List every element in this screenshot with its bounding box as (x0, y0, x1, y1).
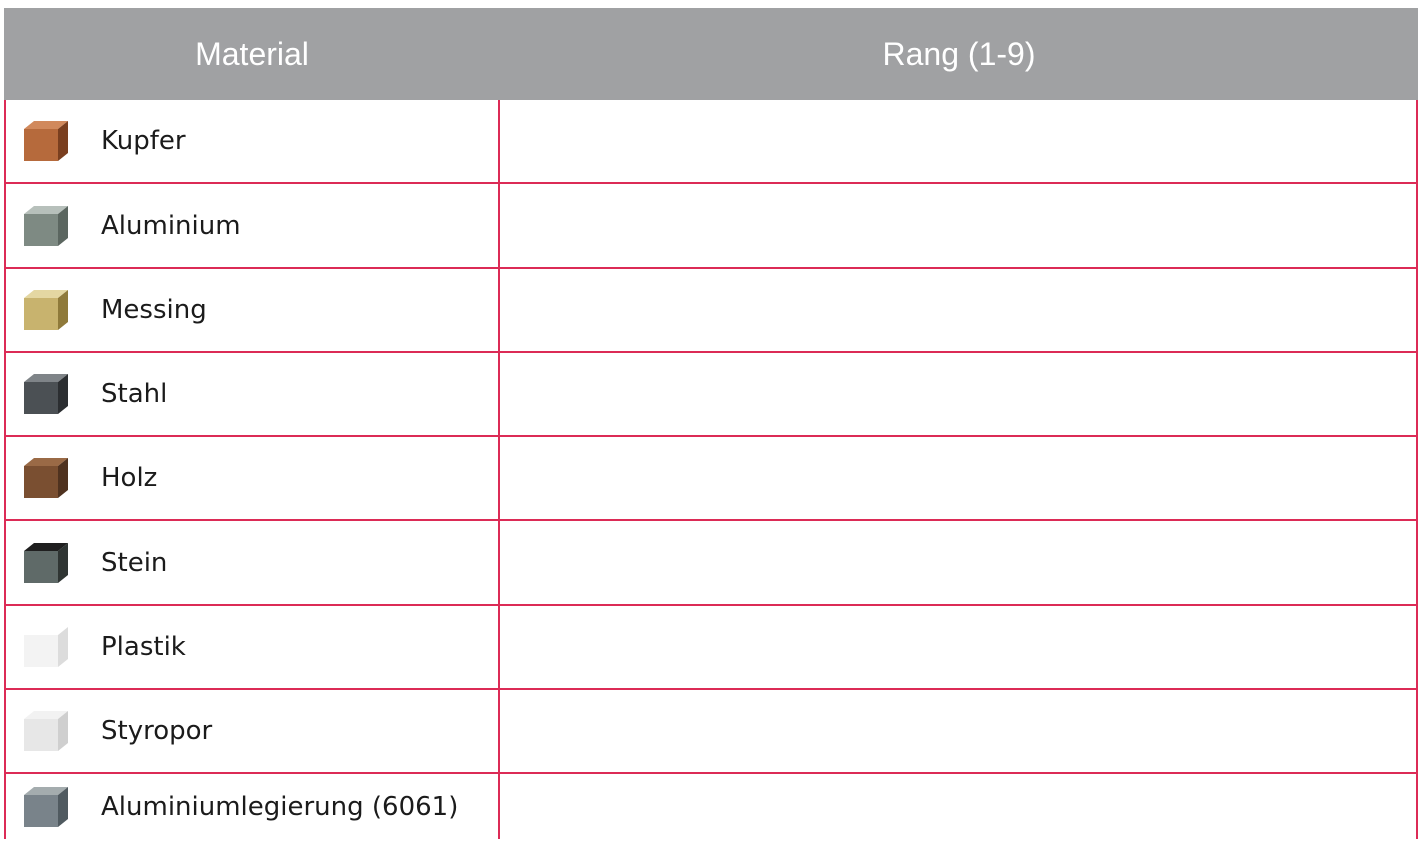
table-row (4, 437, 1418, 521)
material-cell (6, 437, 500, 519)
material-cell (6, 774, 500, 839)
rank-cell[interactable] (500, 437, 1416, 519)
table-row (4, 774, 1418, 839)
material-cell (6, 184, 500, 267)
brass-cube-icon (20, 288, 70, 332)
material-cell (6, 353, 500, 435)
plastic-cube-icon (20, 625, 70, 669)
wood-cube-icon (20, 456, 70, 500)
rank-cell[interactable] (500, 690, 1416, 772)
table-row (4, 100, 1418, 184)
copper-cube-icon (20, 119, 70, 163)
material-cell (6, 690, 500, 772)
material-name: Aluminium (101, 210, 241, 241)
table-row (4, 521, 1418, 606)
material-cell (6, 606, 500, 688)
rank-cell[interactable] (500, 269, 1416, 351)
table-body (4, 100, 1418, 839)
rank-cell[interactable] (500, 774, 1416, 839)
header-material: Material (195, 35, 309, 72)
material-name: Plastik (101, 632, 186, 662)
header-rank: Rang (1-9) (882, 35, 1036, 72)
rank-cell[interactable] (500, 353, 1416, 435)
material-name: Stahl (101, 379, 168, 409)
rank-cell[interactable] (500, 606, 1416, 688)
aluminium-alloy-cube-icon (20, 785, 70, 829)
material-name: Styropor (101, 716, 213, 746)
material-name: Aluminiumlegierung (6061) (101, 791, 459, 822)
rank-cell[interactable] (500, 184, 1416, 267)
material-name: Stein (101, 547, 168, 578)
material-cell (6, 100, 500, 182)
table-row (4, 606, 1418, 690)
material-cell (6, 521, 500, 604)
aluminium-cube-icon (20, 204, 70, 248)
material-name: Holz (101, 463, 158, 493)
rank-cell[interactable] (500, 100, 1416, 182)
table-row (4, 353, 1418, 437)
material-cell (6, 269, 500, 351)
material-name: Messing (101, 295, 207, 325)
styrofoam-cube-icon (20, 709, 70, 753)
steel-cube-icon (20, 372, 70, 416)
stone-cube-icon (20, 541, 70, 585)
table-row (4, 690, 1418, 774)
materials-table (4, 8, 1418, 839)
table-header (4, 8, 1418, 100)
rank-cell[interactable] (500, 521, 1416, 604)
material-name: Kupfer (101, 126, 186, 156)
table-row (4, 184, 1418, 269)
table-row (4, 269, 1418, 353)
